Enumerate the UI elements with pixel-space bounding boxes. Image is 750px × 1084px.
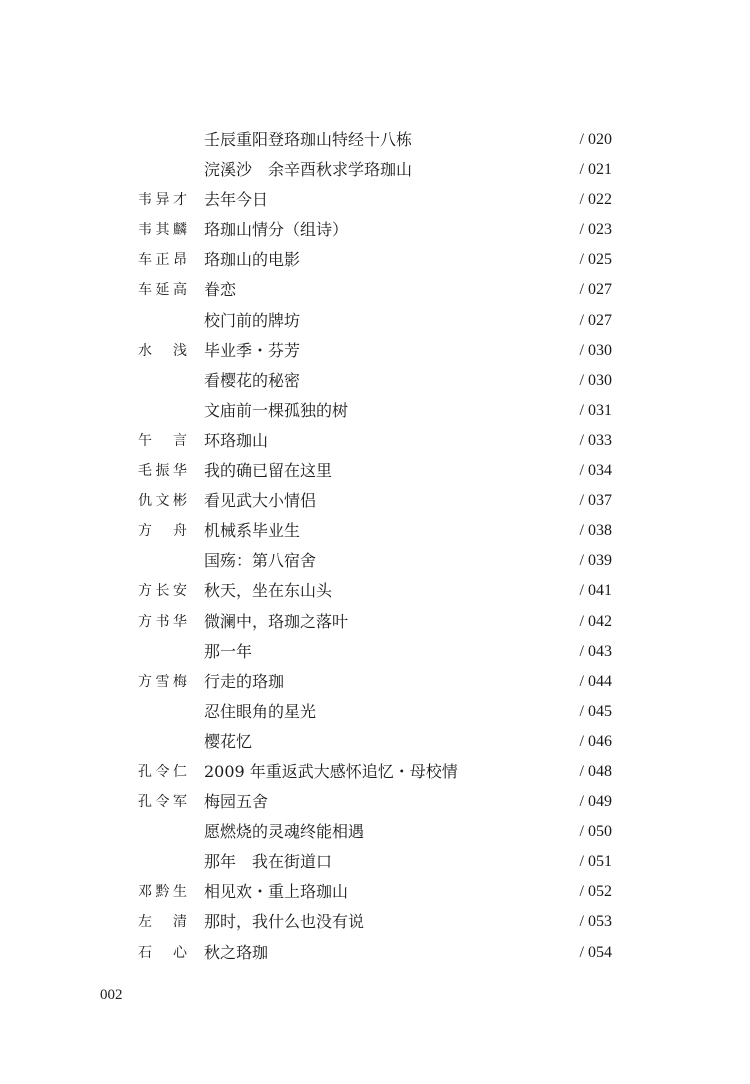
toc-entry (0, 456, 750, 486)
entry-author: 孔令军 (138, 794, 188, 811)
toc-entry (0, 847, 750, 877)
entry-title: 眷恋 (204, 280, 237, 300)
entry-author: 方舟 (138, 523, 188, 540)
entry-title: 樱花忆 (204, 731, 253, 751)
entry-title: 行走的珞珈 (204, 671, 285, 691)
toc-entry (0, 155, 750, 185)
entry-page: / 041 (579, 582, 612, 600)
entry-page: / 033 (579, 431, 612, 449)
entry-author: 孔令仁 (138, 763, 188, 780)
toc-entry (0, 125, 750, 155)
toc-entry (0, 366, 750, 396)
entry-page: / 052 (579, 883, 612, 901)
entry-author: 石心 (138, 944, 188, 961)
entry-page: / 042 (579, 612, 612, 630)
toc-entry (0, 607, 750, 637)
toc-entry (0, 757, 750, 787)
toc-entry (0, 306, 750, 336)
toc-entry (0, 637, 750, 667)
toc-entry (0, 215, 750, 245)
entry-author: 方雪梅 (138, 673, 188, 690)
toc-entry (0, 877, 750, 907)
entry-page: / 037 (579, 492, 612, 510)
entry-title: 秋天，坐在东山头 (204, 581, 333, 601)
entry-page: / 022 (579, 191, 612, 209)
entry-title: 秋之珞珈 (204, 942, 269, 962)
entry-page: / 038 (579, 522, 612, 540)
entry-title: 毕业季・芬芳 (204, 340, 301, 360)
entry-page: / 020 (579, 131, 612, 148)
entry-title: 那时，我什么也没有说 (204, 912, 365, 932)
page-number: 002 (100, 987, 123, 1003)
toc-entry (0, 396, 750, 426)
toc-entry (0, 516, 750, 546)
entry-title: 壬辰重阳登珞珈山特经十八栋 (204, 130, 413, 149)
entry-title: 机械系毕业生 (204, 521, 301, 541)
entry-page: / 027 (579, 311, 612, 329)
entry-title: 浣溪沙 余辛酉秋求学珞珈山 (204, 160, 413, 180)
entry-page: / 046 (579, 732, 612, 750)
entry-page: / 051 (579, 853, 612, 871)
entry-page: / 031 (579, 401, 612, 419)
entry-author: 毛振华 (138, 463, 188, 480)
toc-entry (0, 486, 750, 516)
entry-page: / 045 (579, 702, 612, 720)
toc-entry (0, 336, 750, 366)
entry-title: 看樱花的秘密 (204, 370, 301, 390)
entry-author: 午言 (138, 432, 188, 449)
table-of-contents (0, 125, 750, 968)
toc-entry (0, 727, 750, 757)
toc-entry (0, 245, 750, 275)
entry-page: / 054 (579, 943, 612, 961)
entry-page: / 050 (579, 823, 612, 841)
toc-entry (0, 576, 750, 606)
entry-title: 那年 我在街道口 (204, 852, 333, 872)
entry-title: 我的确已留在这里 (204, 461, 333, 481)
toc-entry (0, 817, 750, 847)
entry-title: 环珞珈山 (204, 430, 269, 450)
entry-title: 相见欢・重上珞珈山 (204, 882, 349, 902)
entry-author: 车延高 (138, 282, 188, 299)
entry-title: 文庙前一棵孤独的树 (204, 400, 349, 420)
entry-page: / 025 (579, 251, 612, 269)
entry-page: / 049 (579, 793, 612, 811)
entry-title: 去年今日 (204, 190, 269, 210)
entry-author: 车正昂 (138, 252, 188, 269)
toc-entry (0, 938, 750, 968)
entry-title: 微澜中，珞珈之落叶 (204, 611, 349, 631)
entry-title: 2009 年重返武大感怀追忆・母校情 (204, 761, 458, 781)
entry-title: 忍住眼角的星光 (204, 701, 317, 721)
entry-page: / 039 (579, 552, 612, 570)
entry-author: 水浅 (138, 342, 188, 359)
entry-author: 左清 (138, 914, 188, 931)
entry-page: / 027 (579, 281, 612, 299)
entry-author: 邓黔生 (138, 884, 188, 901)
entry-page: / 053 (579, 913, 612, 931)
entry-page: / 048 (579, 762, 612, 780)
entry-title: 看见武大小情侣 (204, 491, 317, 511)
entry-title: 梅园五舍 (204, 792, 269, 812)
entry-page: / 044 (579, 672, 612, 690)
entry-page: / 021 (579, 161, 612, 179)
entry-author: 韦其麟 (138, 222, 188, 239)
toc-entry (0, 907, 750, 937)
toc-entry (0, 787, 750, 817)
entry-title: 校门前的牌坊 (204, 310, 301, 330)
entry-page: / 030 (579, 371, 612, 389)
entry-title: 国殇：第八宿舍 (204, 551, 317, 571)
entry-author: 韦异才 (138, 192, 188, 209)
toc-entry (0, 275, 750, 305)
toc-entry (0, 667, 750, 697)
entry-title: 愿燃烧的灵魂终能相遇 (204, 822, 365, 842)
toc-entry (0, 546, 750, 576)
entry-page: / 030 (579, 341, 612, 359)
entry-title: 那一年 (204, 641, 253, 661)
entry-title: 珞珈山的电影 (204, 250, 301, 270)
toc-entry (0, 697, 750, 727)
entry-page: / 023 (579, 221, 612, 239)
toc-entry (0, 426, 750, 456)
entry-author: 方长安 (138, 583, 188, 600)
entry-page: / 034 (579, 462, 612, 480)
entry-title: 珞珈山情分（组诗） (204, 220, 349, 240)
entry-author: 仇文彬 (138, 493, 188, 510)
entry-author: 方书华 (138, 613, 188, 630)
entry-page: / 043 (579, 642, 612, 660)
toc-entry (0, 185, 750, 215)
